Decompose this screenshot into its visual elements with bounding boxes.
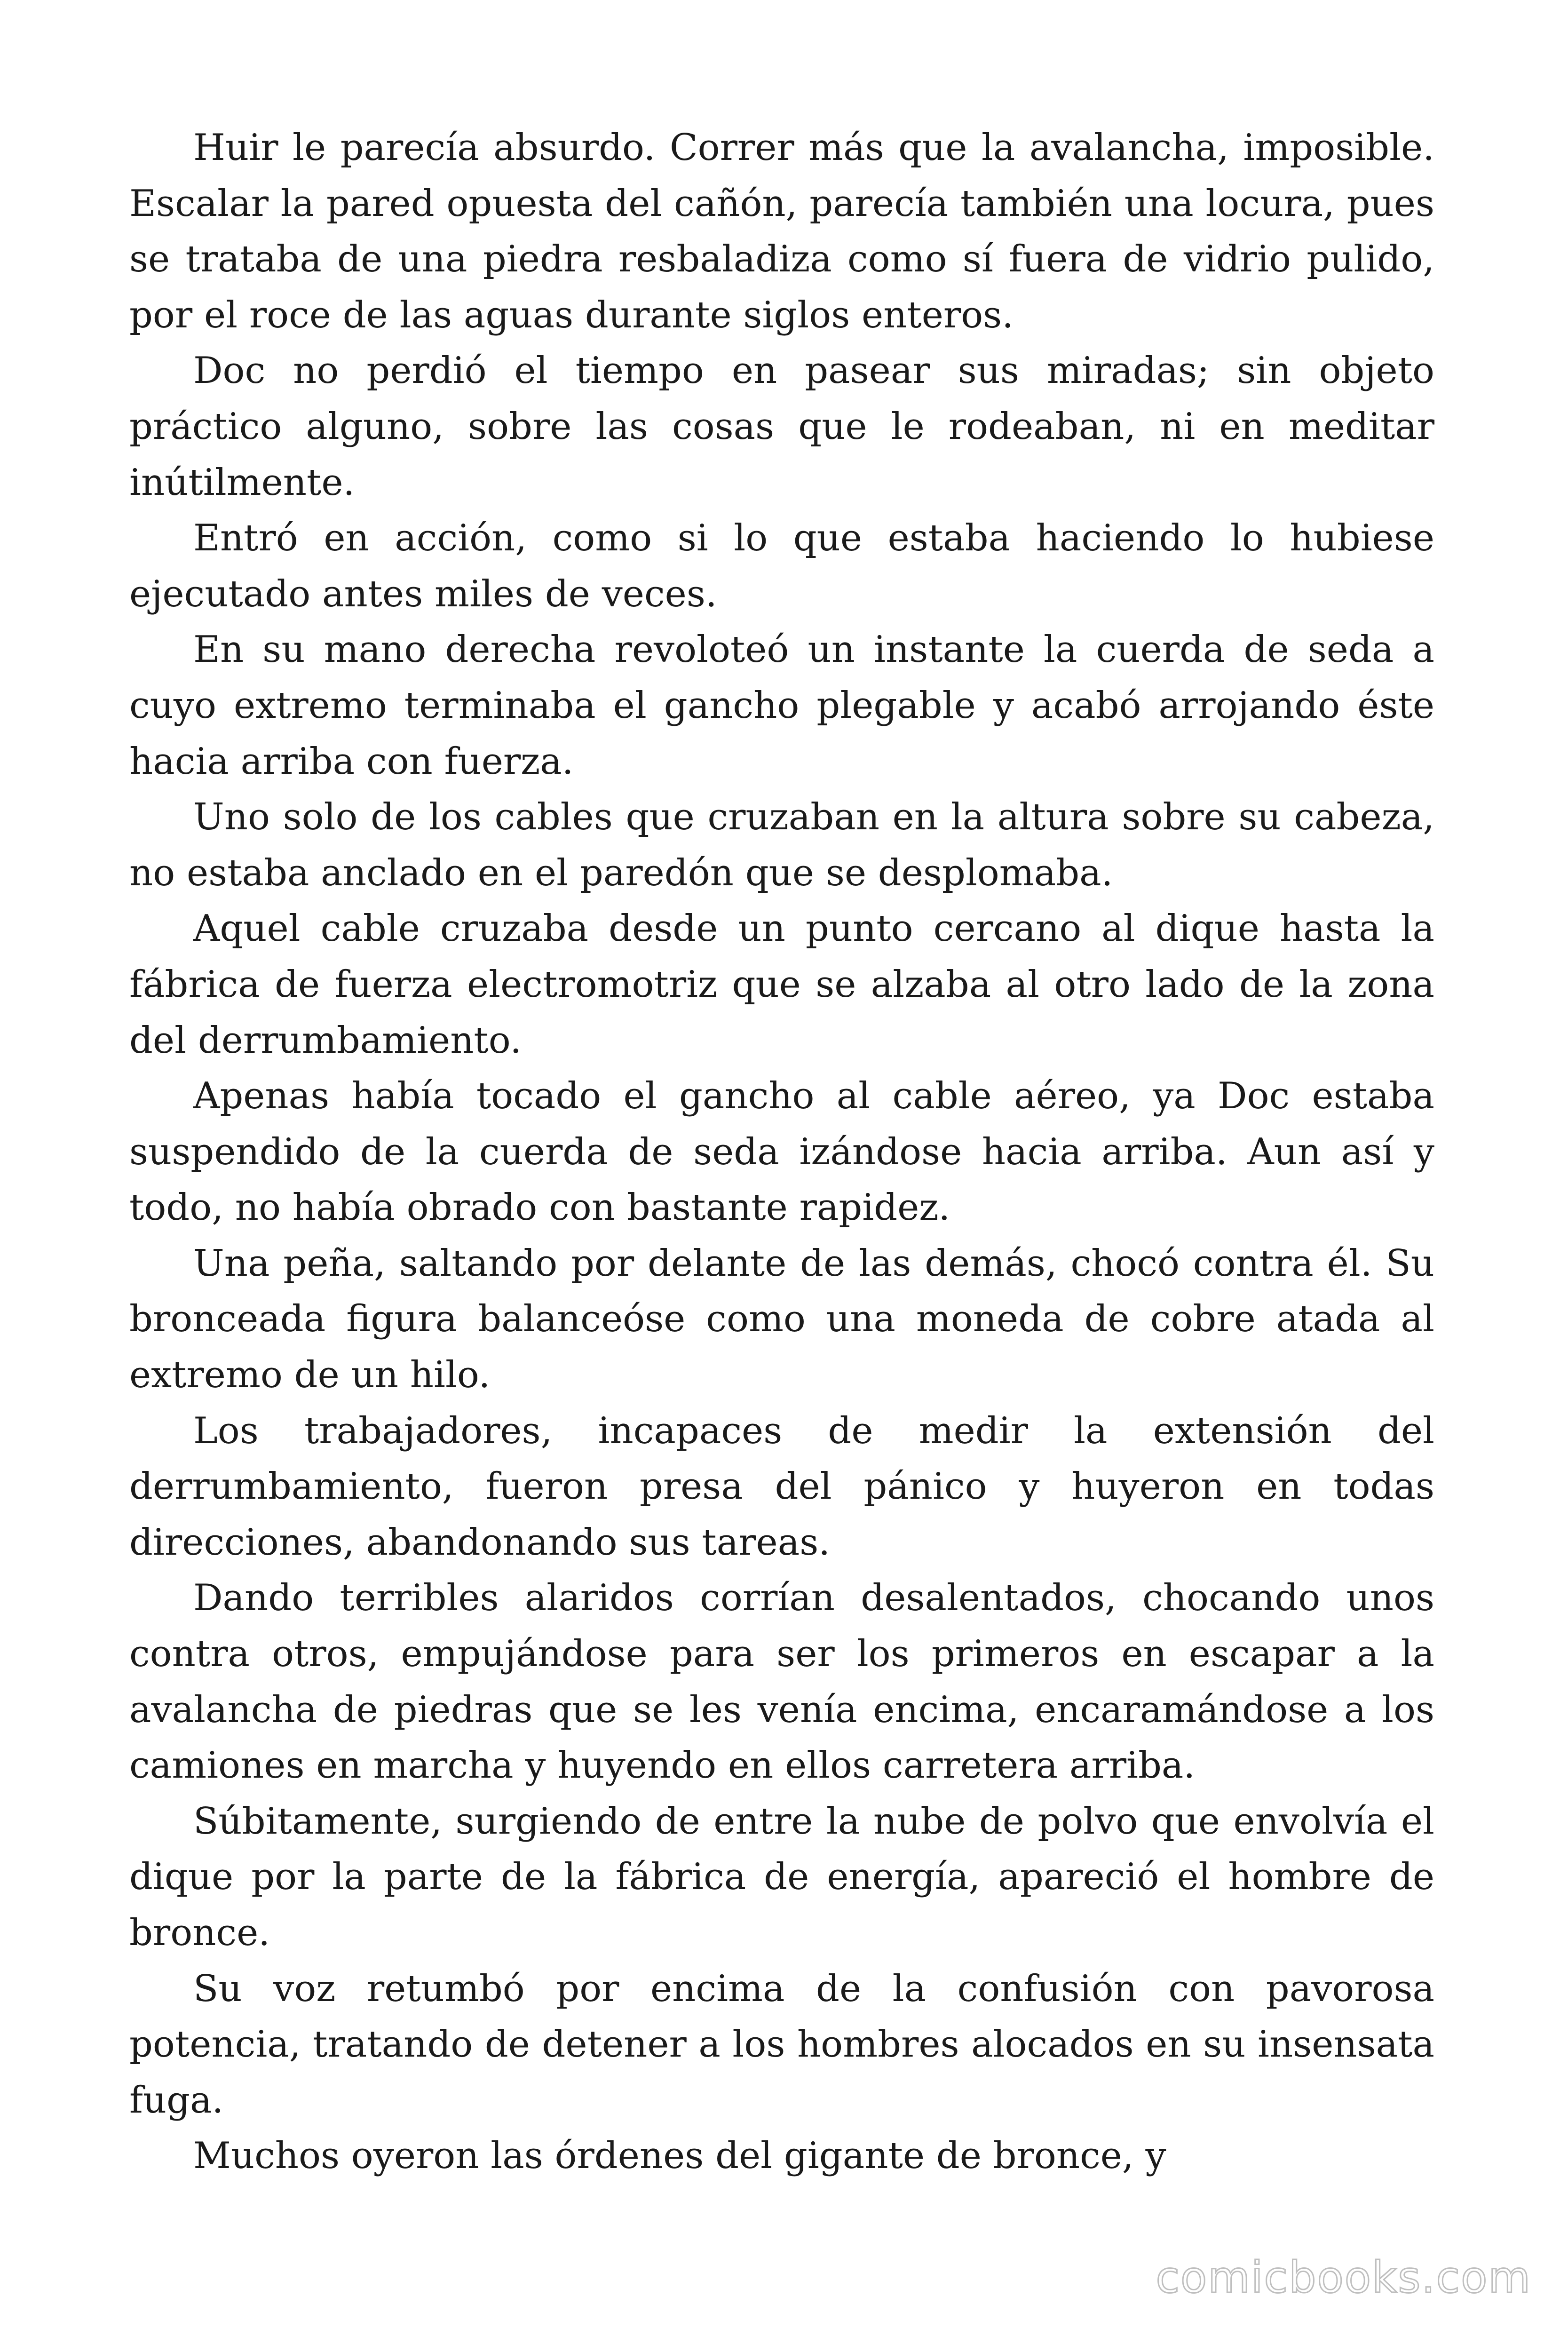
paragraph: En su mano derecha revoloteó un instante la cuerda de seda a cuyo extremo terminaba el gancho plegable y acabó arrojando éste hacia arriba con fuerza. bbox=[129, 628, 1434, 783]
paragraph: Uno solo de los cables que cruzaban en la altura sobre su cabeza, no estaba anclado en el paredón que se desplomaba. bbox=[129, 796, 1434, 894]
watermark: comicbooks.com bbox=[1156, 2252, 1531, 2303]
paragraph: Dando terribles alaridos corrían desalentados, chocando unos contra otros, empujándose para ser los primeros en escapar a la avalancha de piedras que se les venía encima, encaramándose a los camiones en marcha y huyendo en ellos carretera arriba. bbox=[129, 1577, 1434, 1787]
paragraph: Los trabajadores, incapaces de medir la extensión del derrumbamiento, fueron presa del pánico y huyeron en todas direcciones, abandonando sus tareas. bbox=[129, 1409, 1434, 1564]
paragraph: Huir le parecía absurdo. Correr más que la avalancha, imposible. Escalar la pared opuesta del cañón, parecía también una locura, pues se trataba de una piedra resbaladiza como sí fuera de vidrio pulido, por el roce de las aguas durante siglos enteros. bbox=[129, 127, 1434, 336]
paragraph: Doc no perdió el tiempo en pasear sus miradas; sin objeto práctico alguno, sobre las cosas que le rodeaban, ni en meditar inútilmente. bbox=[129, 350, 1434, 504]
paragraph: Súbitamente, surgiendo de entre la nube de polvo que envolvía el dique por la parte de la fábrica de energía, apareció el hombre de bronce. bbox=[129, 1800, 1434, 1954]
paragraph: Aquel cable cruzaba desde un punto cercano al dique hasta la fábrica de fuerza electromotriz que se alzaba al otro lado de la zona del derrumbamiento. bbox=[129, 907, 1434, 1062]
paragraph: Muchos oyeron las órdenes del gigante de bronce, y bbox=[193, 2135, 1166, 2177]
paragraph: Su voz retumbó por encima de la confusión con pavorosa potencia, tratando de detener a los hombres alocados en su insensata fuga. bbox=[129, 1967, 1434, 2122]
paragraph: Apenas había tocado el gancho al cable aéreo, ya Doc estaba suspendido de la cuerda de seda izándose hacia arriba. Aun así y todo, no había obrado con bastante rapidez. bbox=[129, 1075, 1434, 1229]
page-body bbox=[129, 120, 1434, 2184]
paragraph: Una peña, saltando por delante de las demás, chocó contra él. Su bronceada figura balanceóse como una moneda de cobre atada al extremo de un hilo. bbox=[129, 1242, 1434, 1397]
paragraph: Entró en acción, como si lo que estaba haciendo lo hubiese ejecutado antes miles de veces. bbox=[129, 517, 1434, 615]
